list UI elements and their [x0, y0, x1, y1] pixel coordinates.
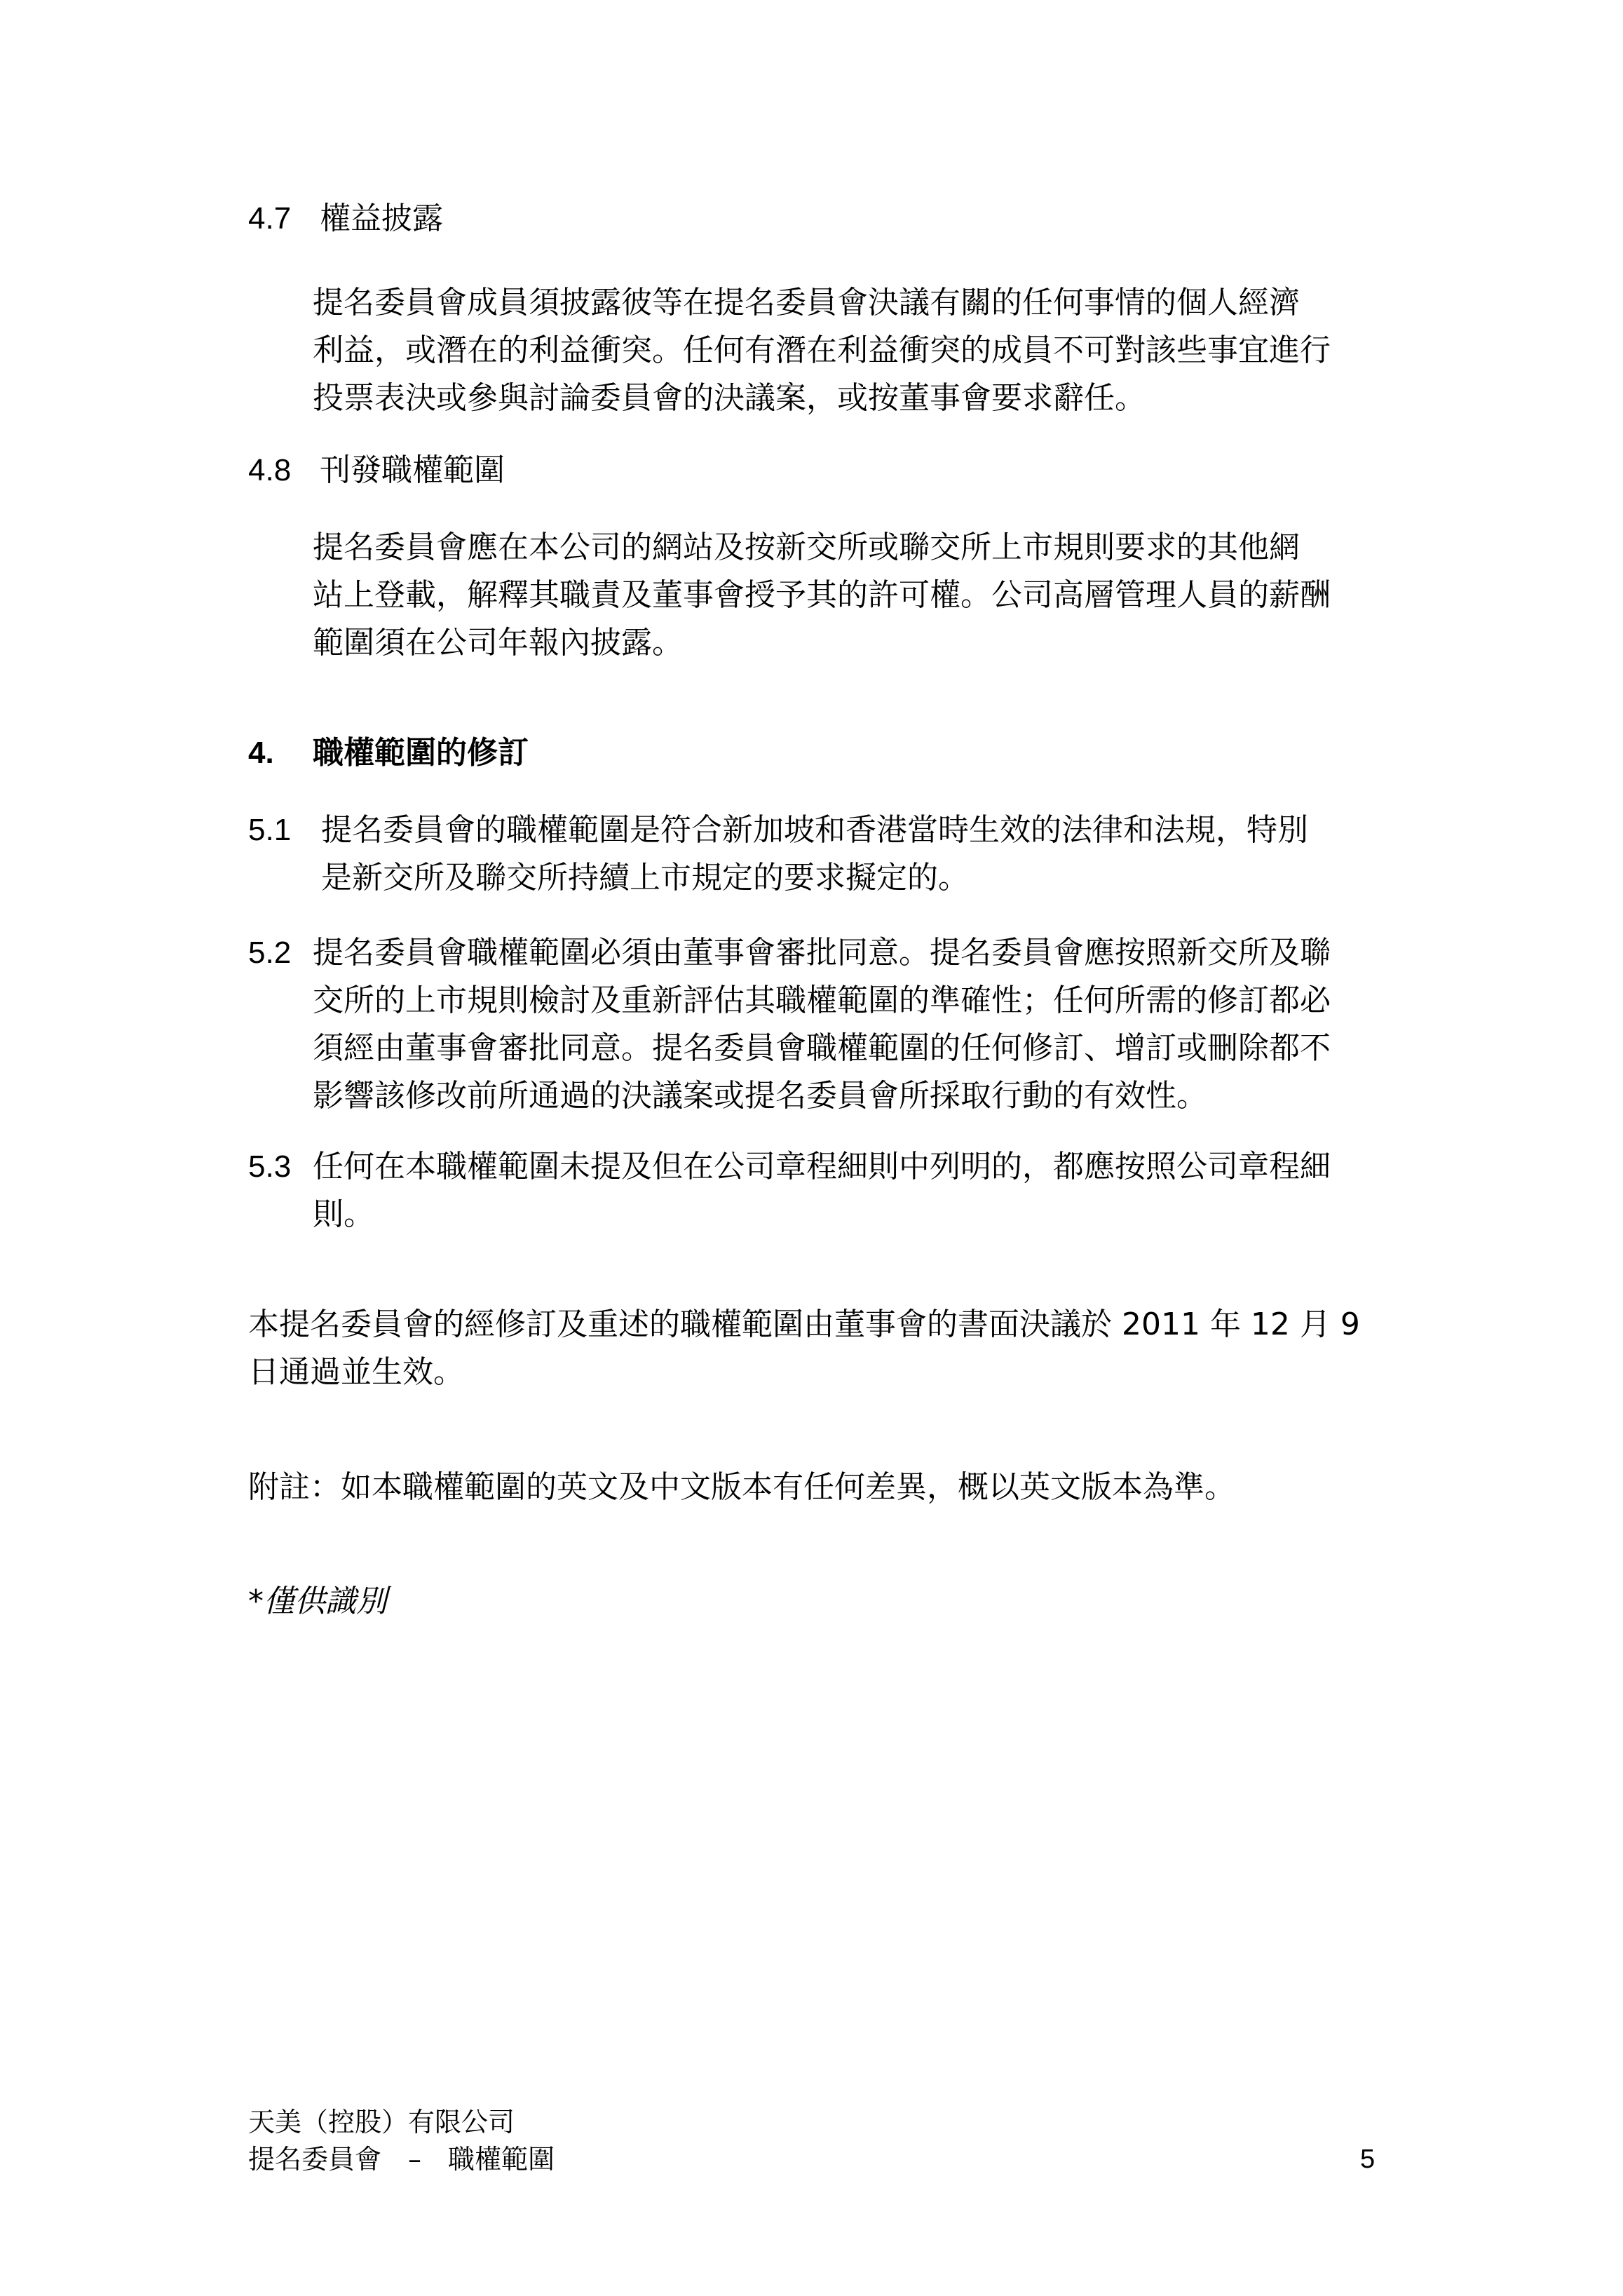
paragraph-line: 則。	[313, 1196, 374, 1232]
paragraph-line: 利益，或潛在的利益衝突。任何有潛在利益衝突的成員不可對該些事宜進行	[313, 332, 1331, 368]
paragraph-line: 日通過並生效。	[248, 1354, 464, 1390]
footer-company: 天美（控股）有限公司	[248, 2107, 515, 2138]
section-4-7-heading	[248, 198, 443, 239]
clause-5-1-number: 5.1	[248, 813, 292, 847]
footer-document-title: 提名委員會 – 職權範圍	[248, 2144, 555, 2175]
paragraph-line: 提名委員會的職權範圍是符合新加坡和香港當時生效的法律和法規，特別	[321, 812, 1308, 848]
paragraph-line: 是新交所及聯交所持續上市規定的要求擬定的。	[321, 860, 969, 896]
section-number: 4.8	[248, 453, 292, 487]
identification-footnote: *僅供識別	[248, 1583, 387, 1619]
paragraph-line: 須經由董事會審批同意。提名委員會職權範圍的任何修訂、增訂或刪除都不	[313, 1030, 1331, 1066]
closing-paragraph	[248, 1301, 1360, 1396]
section-title: 權益披露	[320, 201, 443, 236]
section-title: 刊發職權範圍	[320, 452, 505, 488]
section-title: 職權範圍的修訂	[313, 735, 529, 771]
language-note	[248, 1464, 1235, 1511]
section-4-7-body	[313, 279, 1331, 422]
paragraph-line: 站上登載，解釋其職責及董事會授予其的許可權。公司高層管理人員的薪酬	[313, 577, 1331, 613]
paragraph-line: 範圍須在公司年報內披露。	[313, 625, 683, 661]
paragraph-line: 任何在本職權範圍未提及但在公司章程細則中列明的，都應按照公司章程細	[313, 1149, 1331, 1184]
paragraph-line: 交所的上市規則檢討及重新評估其職權範圍的準確性；任何所需的修訂都必	[313, 982, 1331, 1018]
section-4-8-heading	[248, 450, 505, 491]
paragraph-line: 投票表決或參與討論委員會的決議案，或按董事會要求辭任。	[313, 380, 1146, 416]
paragraph-line: 本提名委員會的經修訂及重述的職權範圍由董事會的書面決議於 2011 年 12 月 9	[248, 1306, 1360, 1342]
paragraph-line: 提名委員會職權範圍必須由董事會審批同意。提名委員會應按照新交所及聯	[313, 935, 1331, 971]
clause-5-1-body	[321, 806, 1308, 902]
paragraph-line: 提名委員會成員須披露彼等在提名委員會決議有關的任何事情的個人經濟	[313, 285, 1300, 320]
section-number: 4.7	[248, 201, 292, 236]
paragraph-line: 影響該修改前所通過的決議案或提名委員會所採取行動的有效性。	[313, 1078, 1207, 1114]
clause-5-3-number: 5.3	[248, 1149, 292, 1184]
section-number: 4.	[248, 736, 274, 770]
section-4-heading	[248, 733, 529, 774]
note-text: 附註：如本職權範圍的英文及中文版本有任何差異，概以英文版本為準。	[248, 1469, 1235, 1505]
page-number: 5	[1360, 2145, 1376, 2174]
clause-5-3-body	[313, 1143, 1331, 1238]
clause-5-2-number: 5.2	[248, 936, 292, 970]
clause-5-2-body	[313, 929, 1331, 1120]
paragraph-line: 提名委員會應在本公司的網站及按新交所或聯交所上市規則要求的其他網	[313, 529, 1300, 565]
section-4-8-body	[313, 524, 1331, 667]
